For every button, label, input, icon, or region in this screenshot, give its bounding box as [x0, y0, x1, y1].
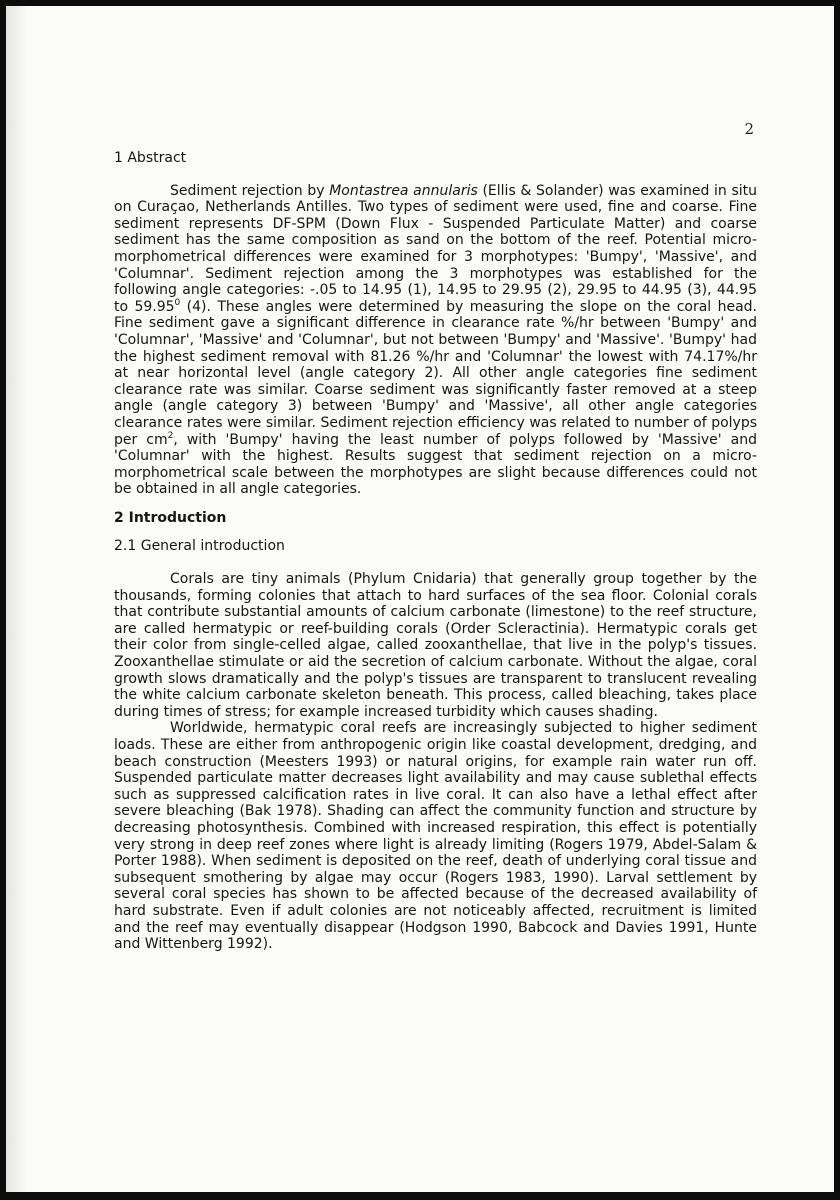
cm-superscript: 2: [167, 430, 174, 441]
abstract-text-1: Sediment rejection by: [170, 182, 330, 199]
abstract-text-2: (Ellis & Solander) was examined in situ on Curaçao, Netherlands Antilles. Two types of sediment were used, fine and coarse. Fine sediment represents DF-SPM (Down Flux - Suspended Particulate Matter) and coarse sediment has the same composition as sand on the bottom of the reef. Potential micro-morphometrical differences were examined for 3 morphotypes: 'Bumpy', 'Massive', and 'Columnar'. Sediment rejection among the 3 morphotypes was established for the following angle categories: -.05 to 14.95 (1), 14.95 to 29.95 (2), 29.95 to 44.95 (3), 44.95 to 59.95: [114, 182, 758, 315]
abstract-paragraph: [114, 183, 757, 498]
page-content: [114, 150, 757, 953]
abstract-heading: 1 Abstract: [114, 150, 187, 166]
document-page: [6, 6, 834, 1192]
page-number: 2: [744, 120, 754, 138]
degree-superscript: 0: [174, 297, 181, 308]
species-name: Montastrea annularis: [329, 182, 478, 199]
introduction-heading: 2 Introduction: [114, 509, 227, 526]
introduction-paragraph-2: Worldwide, hermatypic coral reefs are increasingly subjected to higher sediment loads. These are either from anthropogenic origin like coastal development, dredging, and beach construction (Meesters 1993) or natural origins, for example rain water run off. Suspended particulate matter decreases light availability and may cause sublethal effects such as suppressed calcification rates in live coral. It can also have a lethal effect after severe bleaching (Bak 1978). Shading can affect the community function and structure by decreasing photosynthesis. Combined with increased respiration, this effect is potentially very strong in deep reef zones where light is already limiting (Rogers 1979, Abdel-Salam & Porter 1988). When sediment is deposited on the reef, death of underlying coral tissue and subsequent smothering by algae may occur (Rogers 1983, 1990). Larval settlement by several coral species has shown to be affected because of the decreased availability of hard substrate. Even if adult colonies are not noticeably affected, recruitment is limited and the reef may eventually disappear (Hodgson 1990, Babcock and Davies 1991, Hunte and Wittenberg 1992).: [114, 720, 757, 953]
introduction-paragraph-1: Corals are tiny animals (Phylum Cnidaria) that generally group together by the thousands, forming colonies that attach to hard surfaces of the sea floor. Colonial corals that contribute substantial amounts of calcium carbonate (limestone) to the reef structure, are called hermatypic or reef-building corals (Order Scleractinia). Hermatypic corals get their color from single-celled algae, called zooxanthellae, that live in the polyp's tissues. Zooxanthellae stimulate or aid the secretion of calcium carbonate. Without the algae, coral growth slows dramatically and the polyp's tissues are transparent to translucent revealing the white calcium carbonate skeleton beneath. This process, called bleaching, takes place during times of stress; for example increased turbidity which causes shading.: [114, 571, 757, 720]
general-introduction-subheading: 2.1 General introduction: [114, 538, 285, 555]
abstract-text-4: , with 'Bumpy' having the least number of polyps followed by 'Massive' and 'Columnar' with the highest. Results suggest that sediment rejection on a micro-morphometrical scale between the morphotypes are slight because differences could not be obtained in all angle categories.: [114, 431, 757, 498]
abstract-text-3: (4). These angles were determined by measuring the slope on the coral head. Fine sediment gave a significant difference in clearance rate %/hr between 'Bumpy' and 'Columnar', 'Massive' and 'Columnar', but not between 'Bumpy' and 'Massive'. 'Bumpy' had the highest sediment removal with 81.26 %/hr and 'Columnar' the lowest with 74.17%/hr at near horizontal level (angle category 2). All other angle categories fine sediment clearance rate was similar. Coarse sediment was significantly faster removed at a steep angle (angle category 3) between 'Bumpy' and 'Massive', all other angle categories clearance rates were similar. Sediment rejection efficiency was related to number of polyps per cm: [114, 298, 757, 448]
